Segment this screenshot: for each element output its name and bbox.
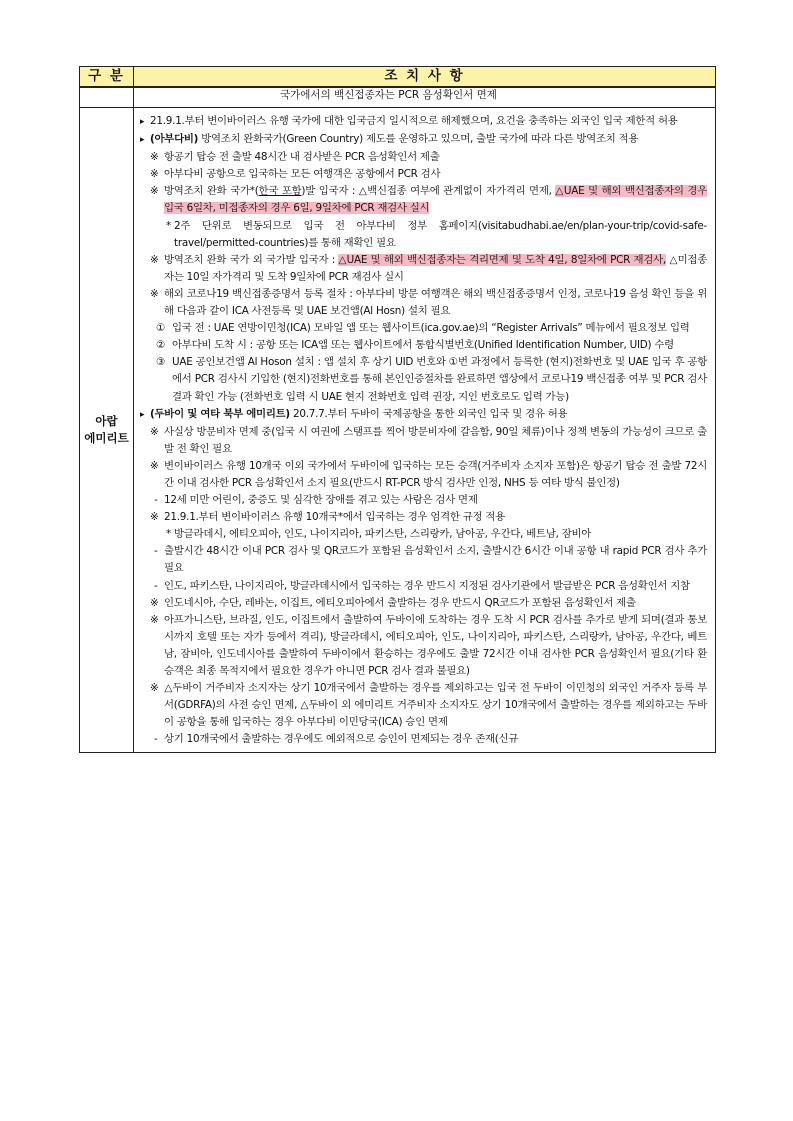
step-2-text: 아부다비 도착 시 : 공항 또는 ICA앱 또는 웹사이트에서 통합식별번호(Unified Identification Number, UID) 수령 [172, 339, 674, 352]
green-country-mid: )발 입국자 : △백신접종 여부에 관계없이 자가격리 면제, [301, 185, 556, 198]
country-cell [80, 108, 134, 753]
note-green-country [140, 183, 707, 217]
requirement-designated-lab: - 인도, 파키스탄, 나이지리아, 방글라데시에서 입국하는 경우 반드시 지정된 검사기관에서 발급받은 PCR 음성확인서 지참 [140, 578, 707, 595]
highlight-retest-other: △UAE 및 해외 백신접종자는 격리면제 및 도착 4일, 8일차에 PCR 재검사, [338, 253, 666, 266]
note-residence-visa: ※ △두바이 거주비자 소지자는 상기 10개국에서 출발하는 경우를 제외하고는 입국 전 두바이 이민청의 외국인 거주자 등록 부서(GDRFA)의 사전 승인 면제, △두바이 외 에미리트 거주비자 소지자도 상기 10개국에서 출발하는 경우를 제외하고는 두바이 공항을 통해 입국하는 경우 아부다비 이민당국(ICA) 승인 면제 [140, 680, 707, 731]
other-countries-pre: 방역조치 완화 국가 외 국가발 입국자 : [164, 253, 339, 266]
note-other-countries [140, 252, 707, 286]
step-3 [140, 354, 707, 405]
exemption-children: - 12세 미만 어린이, 중증도 및 심각한 장애를 겪고 있는 사람은 검사 면제 [140, 492, 707, 509]
table-header-row [80, 67, 716, 88]
category-cell-empty [80, 87, 134, 108]
abudhabi-text: 방역조치 완화국가(Green Country) 제도를 운영하고 있으며, 출발 국가에 따라 다른 방역조치 적용 [198, 133, 639, 146]
step-3-text: UAE 공인보건앱 Al Hoson 설치 : 앱 설치 후 상기 UID 번호와 ①번 과정에서 등록한 (현지)전화번호 및 UAE 입국 후 공항에서 PCR 검사시 기입한 (현지)전화번호를 통해 본인인증절차를 완료하면 앱상에서 코로나19 백신접종 여부 및 PCR 검사 결과 확인 가능 (전화번호 입력 시 UAE 현지 전화번호 입력 권장, 지인 번호로도 입력 가능) [172, 356, 707, 403]
note-arrival-pcr: ※ 아프가니스탄, 브라질, 인도, 이집트에서 출발하여 두바이에 도착하는 경우 도착 시 PCR 검사를 추가로 받게 되며(결과 통보 시까지 호텔 또는 자가 등에서 격리), 방글라데시, 에티오피아, 인도, 나이지리아, 파키스탄, 스리랑카, 남아공, 우간다, 베트남, 잠비아, 인도네시아를 출발하여 두바이에서 환승하는 경우에도 출발 72시간 이내 검사한 PCR 음성확인서 필요(기타 환승객은 최종 목적지에서 필요한 경우가 아니면 PCR 검사 결과 불필요) [140, 612, 707, 680]
korea-included: 한국 포함 [258, 185, 302, 198]
measures-table [79, 66, 716, 753]
bullet-entry-ban: ▸ 21.9.1.부터 변이바이러스 유행 국가에 대한 입국금지 일시적으로 해제했으며, 요건을 충족하는 외국인 입국 제한적 허용 [140, 113, 707, 131]
country-name-line2: 에미리트 [84, 431, 129, 446]
other-countries-rest: △미접종자는 10일 자가격리 및 도착 9일차에 PCR 재검사 실시 [164, 253, 707, 283]
abudhabi-label: (아부다비) [150, 133, 199, 146]
measures-content [134, 108, 716, 753]
step-2-marker: ② [156, 339, 166, 352]
country-name-line1: 아랍 [95, 414, 118, 429]
header-measures: 조 치 사 항 [134, 67, 716, 88]
step-2 [140, 337, 707, 354]
highlight-retest-green: △UAE 및 해외 백신접종자의 경우 입국 6일차, 미접종자의 경우 6일, 9일차에 PCR 재검사 실시 [164, 185, 707, 215]
step-1-text: 입국 전 : UAE 연방이민청(ICA) 모바일 앱 또는 웹사이트(ica.gov.ae)의 “Register Arrivals” 메뉴에서 필요정보 입력 [172, 322, 690, 335]
step-1-marker: ① [156, 322, 166, 335]
footnote-country-list: * 방글라데시, 에티오피아, 인도, 나이지리아, 파키스탄, 스리랑카, 남아공, 우간다, 베트남, 잠비아 [140, 526, 707, 543]
dubai-label: (두바이 및 여타 북부 에미리트) [150, 407, 290, 420]
continued-text: 국가에서의 백신접종자는 PCR 음성확인서 면제 [134, 87, 716, 108]
dubai-text: 20.7.7.부터 두바이 국제공항을 통한 외국인 입국 및 경유 허용 [289, 407, 568, 420]
exception-note: - 상기 10개국에서 출발하는 경우에도 예외적으로 승인이 면제되는 경우 존재(신규 [140, 731, 707, 748]
footnote-biweekly: * 2주 단위로 변동되므로 입국 전 아부다비 정부 홈페이지(visitabudhabi.ae/en/plan-your-trip/covid-safe-travel/permitted-countries)를 통해 재확인 필요 [140, 218, 707, 252]
requirement-rapid-pcr: - 출발시간 48시간 이내 PCR 검사 및 QR코드가 포함된 음성확인서 소지, 출발시간 6시간 이내 공항 내 rapid PCR 검사 추가 필요 [140, 543, 707, 577]
table-row-uae [80, 108, 716, 753]
note-variant-countries: ※ 21.9.1.부터 변이바이러스 유행 10개국*에서 입국하는 경우 엄격한 규정 적용 [140, 509, 707, 526]
bullet-abudhabi [140, 131, 707, 149]
note-pcr-48h: ※ 항공기 탑승 전 출발 48시간 내 검사받은 PCR 음성확인서 제출 [140, 149, 707, 166]
note-vaccine-certificate: ※ 해외 코로나19 백신접종증명서 등록 절차 : 아부다비 방문 여행객은 해외 백신접종증명서 인정, 코로나19 음성 확인 등을 위해 다음과 같이 ICA 사전등록 및 UAE 보건앱(Al Hosn) 설치 필요 [140, 286, 707, 320]
note-pcr-72h: ※ 변이바이러스 유행 10개국 이외 국가에서 두바이에 입국하는 모든 승객(거주비자 소지자 포함)은 항공기 탑승 전 출발 72시간 이내 검사한 PCR 음성확인서 소지 필요(반드시 RT-PCR 방식 검사만 인정, NHS 등 여타 방식 불인정) [140, 458, 707, 492]
step-3-marker: ③ [156, 356, 166, 369]
header-category: 구 분 [80, 67, 134, 88]
step-1 [140, 320, 707, 337]
table-row-continued [80, 87, 716, 108]
green-country-pre: 방역조치 완화 국가*( [164, 185, 259, 198]
bullet-dubai [140, 406, 707, 424]
note-qr-code: ※ 인도네시아, 수단, 레바논, 이집트, 에티오피아에서 출발하는 경우 반드시 QR코드가 포함된 음성확인서 제출 [140, 595, 707, 612]
note-visa-waiver: ※ 사실상 방문비자 면제 중(입국 시 여권에 스탬프를 찍어 방문비자에 갈음함, 90일 체류)이나 정책 변동의 가능성이 크므로 출발 전 확인 필요 [140, 424, 707, 458]
note-airport-pcr: ※ 아부다비 공항으로 입국하는 모든 여행객은 공항에서 PCR 검사 [140, 166, 707, 183]
